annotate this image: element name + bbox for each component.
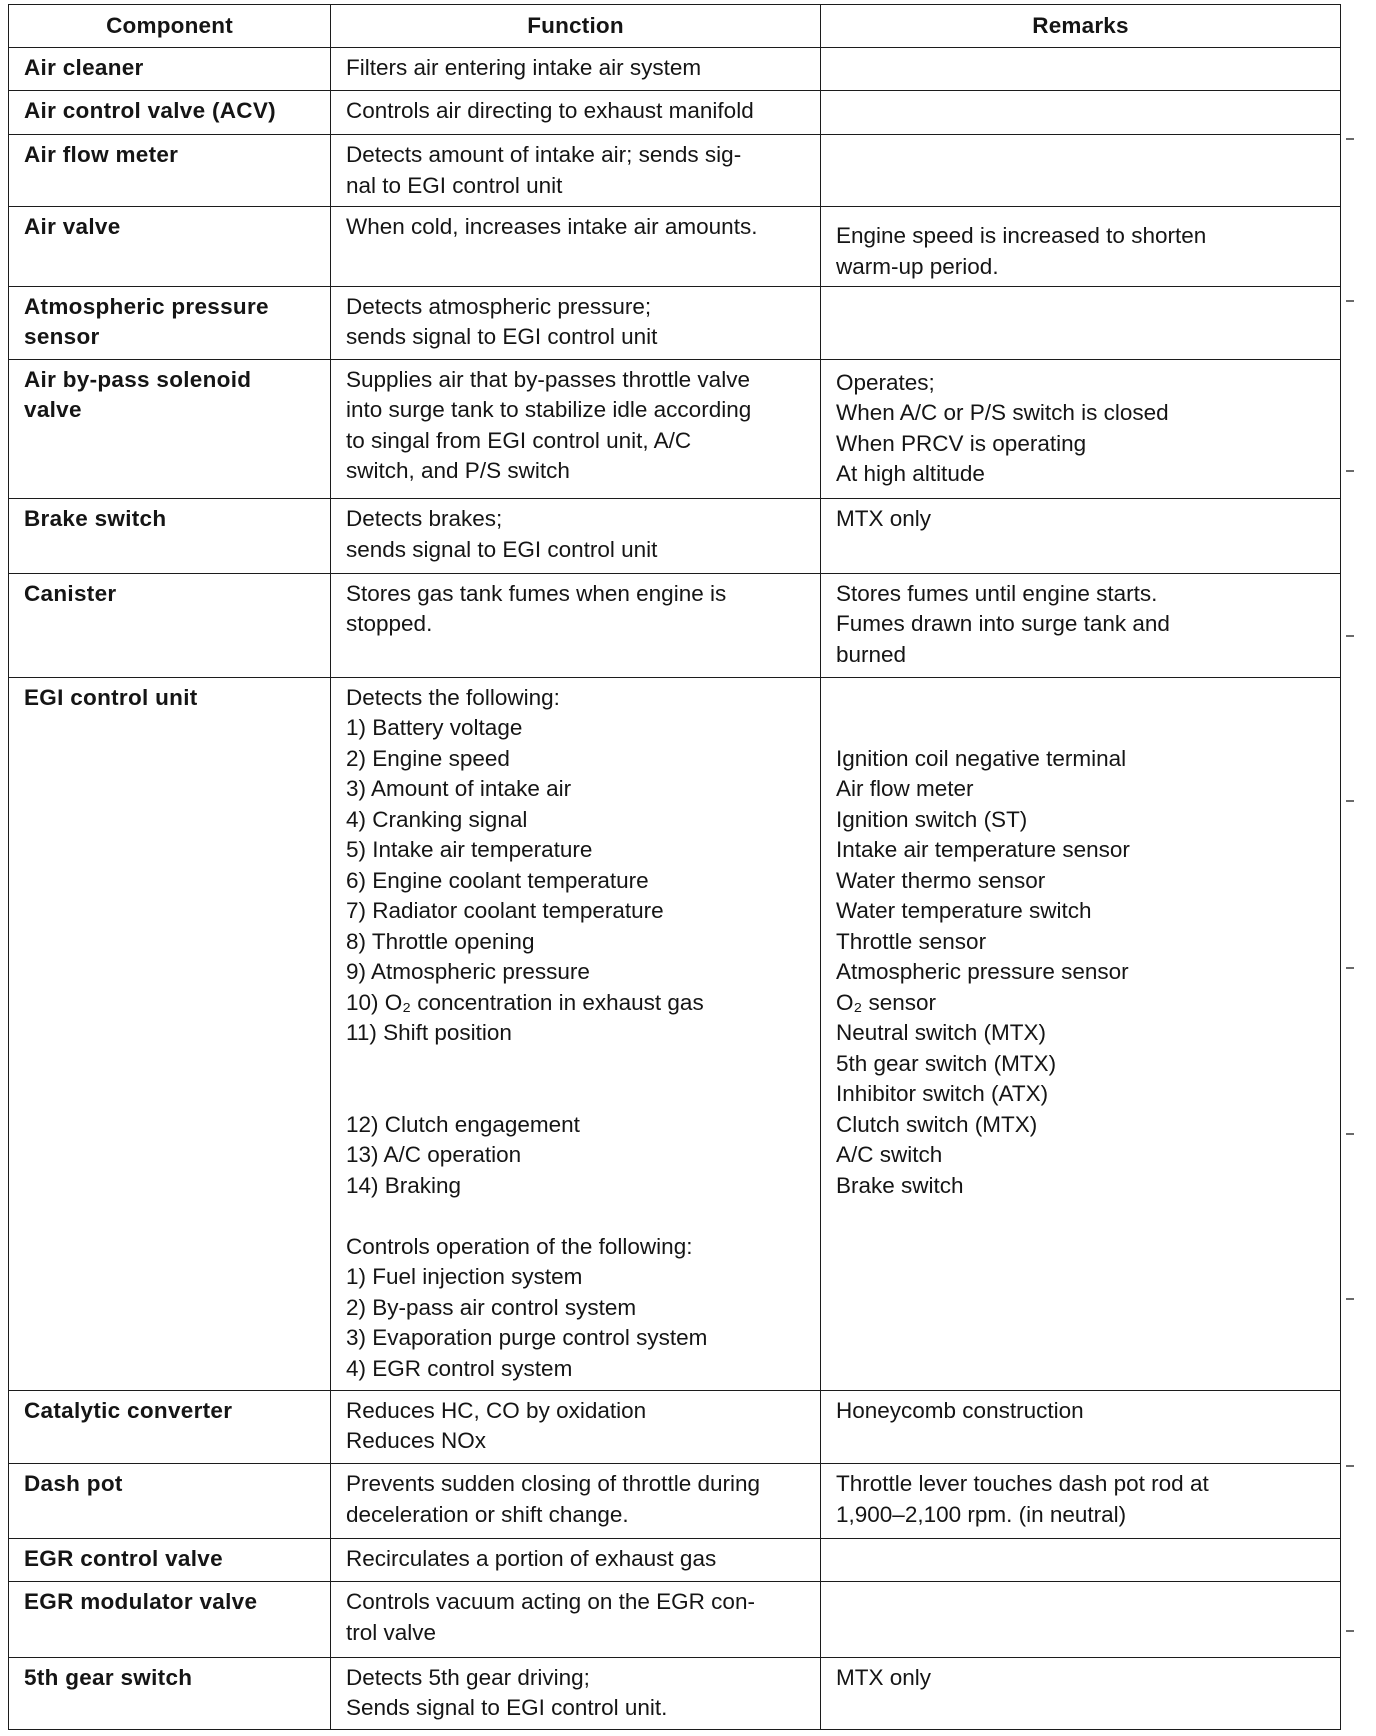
cell-line: 5th gear switch <box>24 1664 193 1690</box>
cell-line: MTX only <box>836 1664 932 1690</box>
function-cell <box>331 1539 821 1582</box>
margin-tick <box>1346 138 1354 140</box>
margin-tick <box>1346 635 1354 637</box>
cell-line: Recirculates a portion of exhaust gas <box>346 1546 717 1572</box>
cell-line: trol valve <box>346 1619 437 1645</box>
cell-line: A/C switch <box>836 1142 943 1168</box>
component-cell <box>9 48 331 91</box>
cell-line: Prevents sudden closing of throttle during <box>346 1471 760 1497</box>
spacer <box>346 1049 808 1110</box>
cell-line: valve <box>24 397 82 423</box>
function-cell <box>331 207 821 286</box>
remarks-cell <box>821 677 1341 1390</box>
component-cell <box>9 91 331 135</box>
cell-line: Filters air entering intake air system <box>346 55 702 80</box>
header-remarks: Remarks <box>821 5 1341 48</box>
cell-line: Air cleaner <box>24 55 144 80</box>
cell-line: Engine speed is increased to shorten <box>836 223 1207 249</box>
cell-line: Brake switch <box>24 506 167 532</box>
table-row <box>9 1390 1341 1463</box>
remarks-cell <box>821 135 1341 207</box>
cell-line: 3) Amount of intake air <box>346 776 572 802</box>
cell-line: 6) Engine coolant temperature <box>346 867 649 893</box>
table-header-row <box>9 5 1341 48</box>
function-cell <box>331 1582 821 1657</box>
function-cell <box>331 286 821 359</box>
table-row <box>9 286 1341 359</box>
cell-line: 14) Braking <box>346 1172 462 1198</box>
cell-line: 4) Cranking signal <box>346 806 528 832</box>
cell-line: Dash pot <box>24 1471 123 1497</box>
cell-line: 11) Shift position <box>346 1020 512 1046</box>
cell-line: sends signal to EGI control unit <box>346 324 658 350</box>
component-cell <box>9 1390 331 1463</box>
margin-tick <box>1346 1630 1354 1632</box>
table-row <box>9 1582 1341 1657</box>
cell-line: warm-up period. <box>836 253 999 279</box>
remarks-cell <box>821 359 1341 498</box>
spacer <box>346 1201 808 1232</box>
cell-line: Reduces HC, CO by oxidation <box>346 1397 647 1423</box>
cell-line: Detects atmospheric pressure; <box>346 293 652 319</box>
cell-line: MTX only <box>836 506 932 532</box>
cell-line: Air flow meter <box>836 776 974 802</box>
cell-line: Detects 5th gear driving; <box>346 1664 590 1690</box>
component-cell <box>9 573 331 677</box>
cell-line: Fumes drawn into surge tank and <box>836 611 1170 637</box>
cell-line: 3) Evaporation purge control system <box>346 1325 708 1351</box>
function-cell <box>331 573 821 677</box>
cell-line: 5th gear switch (MTX) <box>836 1050 1057 1076</box>
cell-line: At high altitude <box>836 461 985 487</box>
cell-line: Water thermo sensor <box>836 867 1046 893</box>
margin-tick <box>1346 1133 1354 1135</box>
cell-line: 4) EGR control system <box>346 1355 573 1381</box>
cell-line: stopped. <box>346 611 433 637</box>
cell-line: Controls air directing to exhaust manifold <box>346 98 754 124</box>
remarks-cell <box>821 91 1341 135</box>
remarks-cell <box>821 286 1341 359</box>
cell-line: 5) Intake air temperature <box>346 837 593 863</box>
remarks-cell <box>821 1539 1341 1582</box>
cell-line: Water temperature switch <box>836 898 1092 924</box>
component-cell <box>9 1464 331 1539</box>
cell-line: 9) Atmospheric pressure <box>346 959 590 985</box>
component-cell <box>9 1582 331 1657</box>
table-row <box>9 499 1341 573</box>
function-cell <box>331 499 821 573</box>
component-function-table <box>8 4 1340 1730</box>
cell-line: 12) Clutch engagement <box>346 1111 580 1137</box>
table-row <box>9 1657 1341 1729</box>
table-row <box>9 207 1341 286</box>
cell-line: Controls vacuum acting on the EGR con- <box>346 1589 755 1615</box>
function-cell <box>331 91 821 135</box>
function-cell <box>331 1657 821 1729</box>
cell-line: Operates; <box>836 369 935 395</box>
margin-tick <box>1346 1465 1354 1467</box>
cell-line: Neutral switch (MTX) <box>836 1020 1047 1046</box>
cell-line: sends signal to EGI control unit <box>346 536 658 562</box>
cell-line: Stores fumes until engine starts. <box>836 580 1158 606</box>
cell-line: Reduces NOx <box>346 1428 487 1454</box>
cell-line: Detects brakes; <box>346 506 503 532</box>
cell-line: nal to EGI control unit <box>346 172 563 198</box>
table-row <box>9 1539 1341 1582</box>
cell-line: When PRCV is operating <box>836 430 1087 456</box>
cell-line: Throttle sensor <box>836 928 987 954</box>
cell-line: Clutch switch (MTX) <box>836 1111 1038 1137</box>
table-row <box>9 573 1341 677</box>
cell-line: Detects the following: <box>346 684 560 710</box>
table-row <box>9 677 1341 1390</box>
component-cell <box>9 207 331 286</box>
function-cell <box>331 677 821 1390</box>
table-row <box>9 91 1341 135</box>
remarks-cell <box>821 1464 1341 1539</box>
cell-line: Detects amount of intake air; sends sig- <box>346 142 742 168</box>
cell-line: deceleration or shift change. <box>346 1501 629 1527</box>
cell-line: into surge tank to stabilize idle according <box>346 397 752 423</box>
cell-line: Inhibitor switch (ATX) <box>836 1081 1049 1107</box>
cell-line: O₂ sensor <box>836 989 937 1015</box>
cell-line: Throttle lever touches dash pot rod at <box>836 1471 1209 1497</box>
cell-line: 7) Radiator coolant temperature <box>346 898 664 924</box>
table-row <box>9 359 1341 498</box>
component-cell <box>9 677 331 1390</box>
margin-tick <box>1346 1298 1354 1300</box>
cell-line: Air valve <box>24 214 121 240</box>
cell-line: Intake air temperature sensor <box>836 837 1130 863</box>
cell-line: Air flow meter <box>24 142 179 168</box>
cell-line: Stores gas tank fumes when engine is <box>346 580 727 606</box>
component-cell <box>9 135 331 207</box>
header-function: Function <box>331 5 821 48</box>
cell-line: sensor <box>24 324 100 350</box>
cell-line: 1,900–2,100 rpm. (in neutral) <box>836 1501 1127 1527</box>
cell-line: Sends signal to EGI control unit. <box>346 1695 668 1721</box>
remarks-cell <box>821 48 1341 91</box>
function-cell <box>331 1464 821 1539</box>
table-row <box>9 1464 1341 1539</box>
cell-line: to singal from EGI control unit, A/C <box>346 427 692 453</box>
margin-tick <box>1346 967 1354 969</box>
component-cell <box>9 359 331 498</box>
component-cell <box>9 1539 331 1582</box>
header-component: Component <box>9 5 331 48</box>
remarks-cell <box>821 499 1341 573</box>
cell-line: Catalytic converter <box>24 1397 233 1423</box>
remarks-cell <box>821 573 1341 677</box>
cell-line: Canister <box>24 580 117 606</box>
remarks-cell <box>821 1582 1341 1657</box>
component-cell <box>9 286 331 359</box>
cell-line: Ignition coil negative terminal <box>836 745 1127 771</box>
table-row <box>9 135 1341 207</box>
remarks-cell <box>821 1657 1341 1729</box>
margin-tick <box>1346 800 1354 802</box>
cell-line: Atmospheric pressure sensor <box>836 959 1129 985</box>
cell-line: burned <box>836 641 907 667</box>
cell-line: switch, and P/S switch <box>346 458 570 484</box>
spec-table <box>8 4 1341 1730</box>
cell-line: 2) Engine speed <box>346 745 510 771</box>
margin-tick <box>1346 300 1354 302</box>
table-row <box>9 48 1341 91</box>
spacer <box>836 683 1328 744</box>
cell-line: EGI control unit <box>24 684 198 710</box>
cell-line: Controls operation of the following: <box>346 1233 693 1259</box>
function-cell <box>331 359 821 498</box>
remarks-cell <box>821 207 1341 286</box>
cell-line: 2) By-pass air control system <box>346 1294 637 1320</box>
cell-line: Honeycomb construction <box>836 1397 1084 1423</box>
margin-tick <box>1346 470 1354 472</box>
cell-line: EGR control valve <box>24 1546 223 1572</box>
cell-line: 10) O₂ concentration in exhaust gas <box>346 989 704 1015</box>
cell-line: 1) Battery voltage <box>346 715 523 741</box>
remarks-cell <box>821 1390 1341 1463</box>
function-cell <box>331 48 821 91</box>
cell-line: Ignition switch (ST) <box>836 806 1028 832</box>
cell-line: Supplies air that by-passes throttle valve <box>346 366 750 392</box>
cell-line: When A/C or P/S switch is closed <box>836 400 1169 426</box>
cell-line: 8) Throttle opening <box>346 928 535 954</box>
cell-line: Brake switch <box>836 1172 964 1198</box>
cell-line: EGR modulator valve <box>24 1589 258 1615</box>
cell-line: When cold, increases intake air amounts. <box>346 214 758 240</box>
component-cell <box>9 499 331 573</box>
cell-line: Air control valve (ACV) <box>24 98 276 124</box>
cell-line: 1) Fuel injection system <box>346 1264 583 1290</box>
component-cell <box>9 1657 331 1729</box>
function-cell <box>331 135 821 207</box>
cell-line: 13) A/C operation <box>346 1142 522 1168</box>
cell-line: Atmospheric pressure <box>24 293 269 319</box>
function-cell <box>331 1390 821 1463</box>
cell-line: Air by-pass solenoid <box>24 366 252 392</box>
